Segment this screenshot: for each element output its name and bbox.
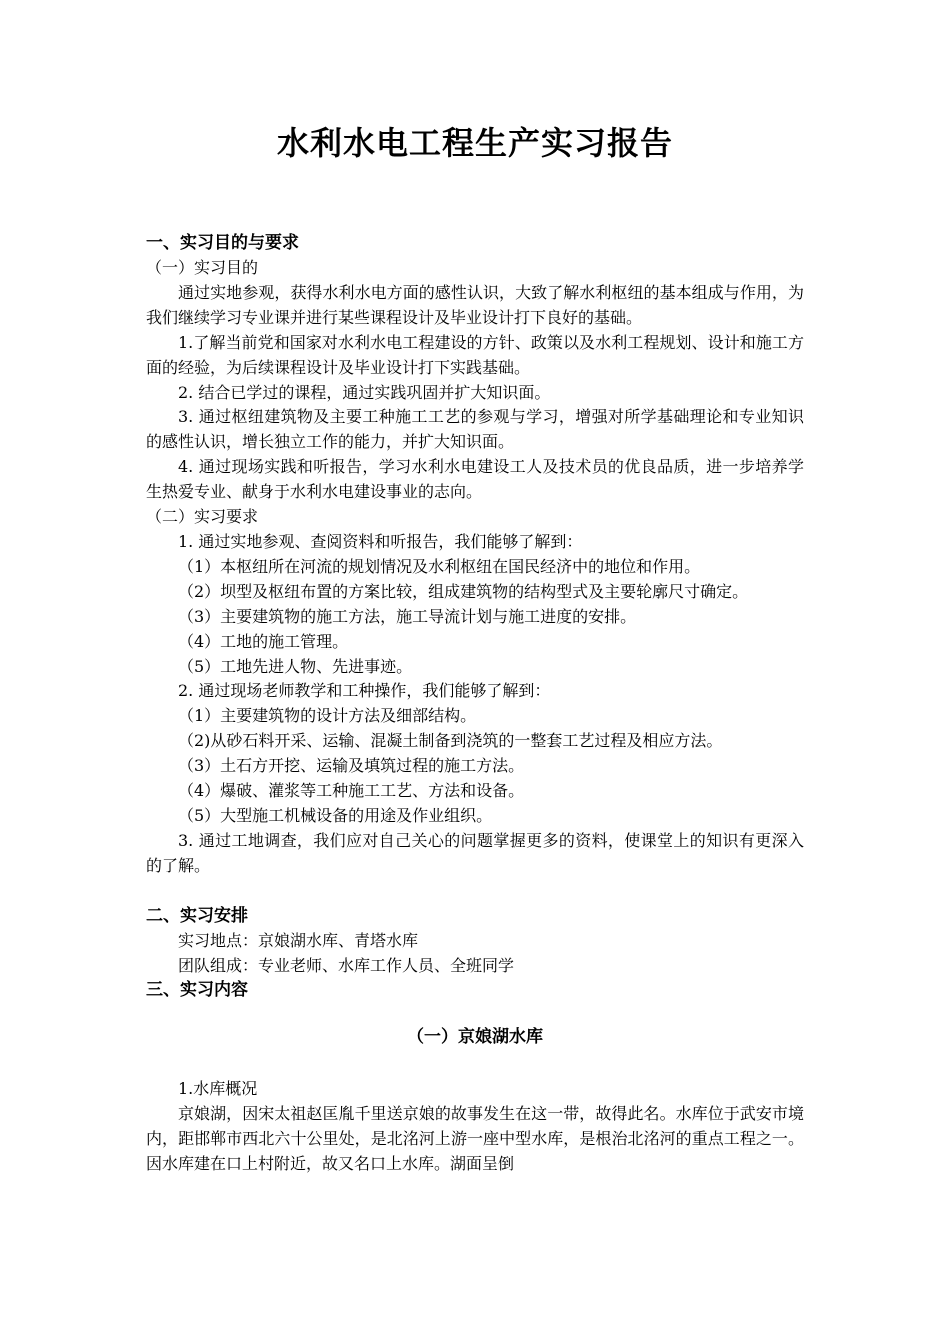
subsection-heading-requirements: （二）实习要求 xyxy=(146,507,259,527)
paragraph: （4）工地的施工管理。 xyxy=(178,631,349,651)
paragraph: 1.水库概况 xyxy=(178,1079,258,1099)
paragraph: （1）本枢纽所在河流的规划情况及水利枢纽在国民经济中的地位和作用。 xyxy=(178,556,701,576)
paragraph: 2. 通过现场老师教学和工种操作，我们能够了解到： xyxy=(178,681,551,701)
paragraph: 2. 结合已学过的课程，通过实践巩固并扩大知识面。 xyxy=(178,382,551,402)
paragraph: 3. 通过工地调查，我们应对自己关心的问题掌握更多的资料，使课堂上的知识有更深入的了解。 xyxy=(146,830,804,875)
paragraph: 4. 通过现场实践和听报告，学习水利水电建设工人及技术员的优良品质，进一步培养学生热爱专业、献身于水利水电建设事业的志向。 xyxy=(146,457,804,502)
paragraph: （2)从砂石料开采、运输、混凝土制备到浇筑的一整套工艺过程及相应方法。 xyxy=(178,731,723,751)
paragraph: （1）主要建筑物的设计方法及细部结构。 xyxy=(178,706,477,726)
paragraph: （2）坝型及枢纽布置的方案比较，组成建筑物的结构型式及主要轮廓尺寸确定。 xyxy=(178,581,749,601)
paragraph: （3）土石方开挖、运输及填筑过程的施工方法。 xyxy=(178,756,525,776)
paragraph: 团队组成：专业老师、水库工作人员、全班同学 xyxy=(178,955,515,975)
paragraph: （4）爆破、灌浆等工种施工工艺、方法和设备。 xyxy=(178,781,525,801)
paragraph: 通过实地参观，获得水利水电方面的感性认识，大致了解水利枢纽的基本组成与作用，为我们继续学习专业课并进行某些课程设计及毕业设计打下良好的基础。 xyxy=(146,282,804,327)
paragraph: （5）大型施工机械设备的用途及作业组织。 xyxy=(178,805,493,825)
paragraph: 京娘湖，因宋太祖赵匡胤千里送京娘的故事发生在这一带，故得此名。水库位于武安市境内，距邯郸市西北六十公里处，是北洺河上游一座中型水库，是根治北洺河的重点工程之一。因水库建在口上村附近，故又名口上水库。湖面呈倒 xyxy=(146,1104,804,1174)
document-title: 水利水电工程生产实习报告 xyxy=(276,124,673,162)
paragraph: （3）主要建筑物的施工方法，施工导流计划与施工进度的安排。 xyxy=(178,606,637,626)
section-heading-3: 三、实习内容 xyxy=(146,980,248,1001)
paragraph: 3. 通过枢纽建筑物及主要工种施工工艺的参观与学习，增强对所学基础理论和专业知识的感性认识，增长独立工作的能力，并扩大知识面。 xyxy=(146,407,804,452)
subsection-heading-jingniang: （一）京娘湖水库 xyxy=(407,1027,543,1048)
paragraph: 1.了解当前党和国家对水利水电工程建设的方针、政策以及水利工程规划、设计和施工方面的经验，为后续课程设计及毕业设计打下实践基础。 xyxy=(146,332,804,377)
paragraph: 实习地点：京娘湖水库、青塔水库 xyxy=(178,930,419,950)
subsection-heading-purpose: （一）实习目的 xyxy=(146,258,259,277)
spacer xyxy=(146,879,804,904)
paragraph: 1. 通过实地参观、查阅资料和听报告，我们能够了解到： xyxy=(178,531,583,551)
paragraph: （5）工地先进人物、先进事迹。 xyxy=(178,656,413,676)
section-heading-1: 一、实习目的与要求 xyxy=(146,233,299,253)
section-heading-2: 二、实习安排 xyxy=(146,905,248,926)
